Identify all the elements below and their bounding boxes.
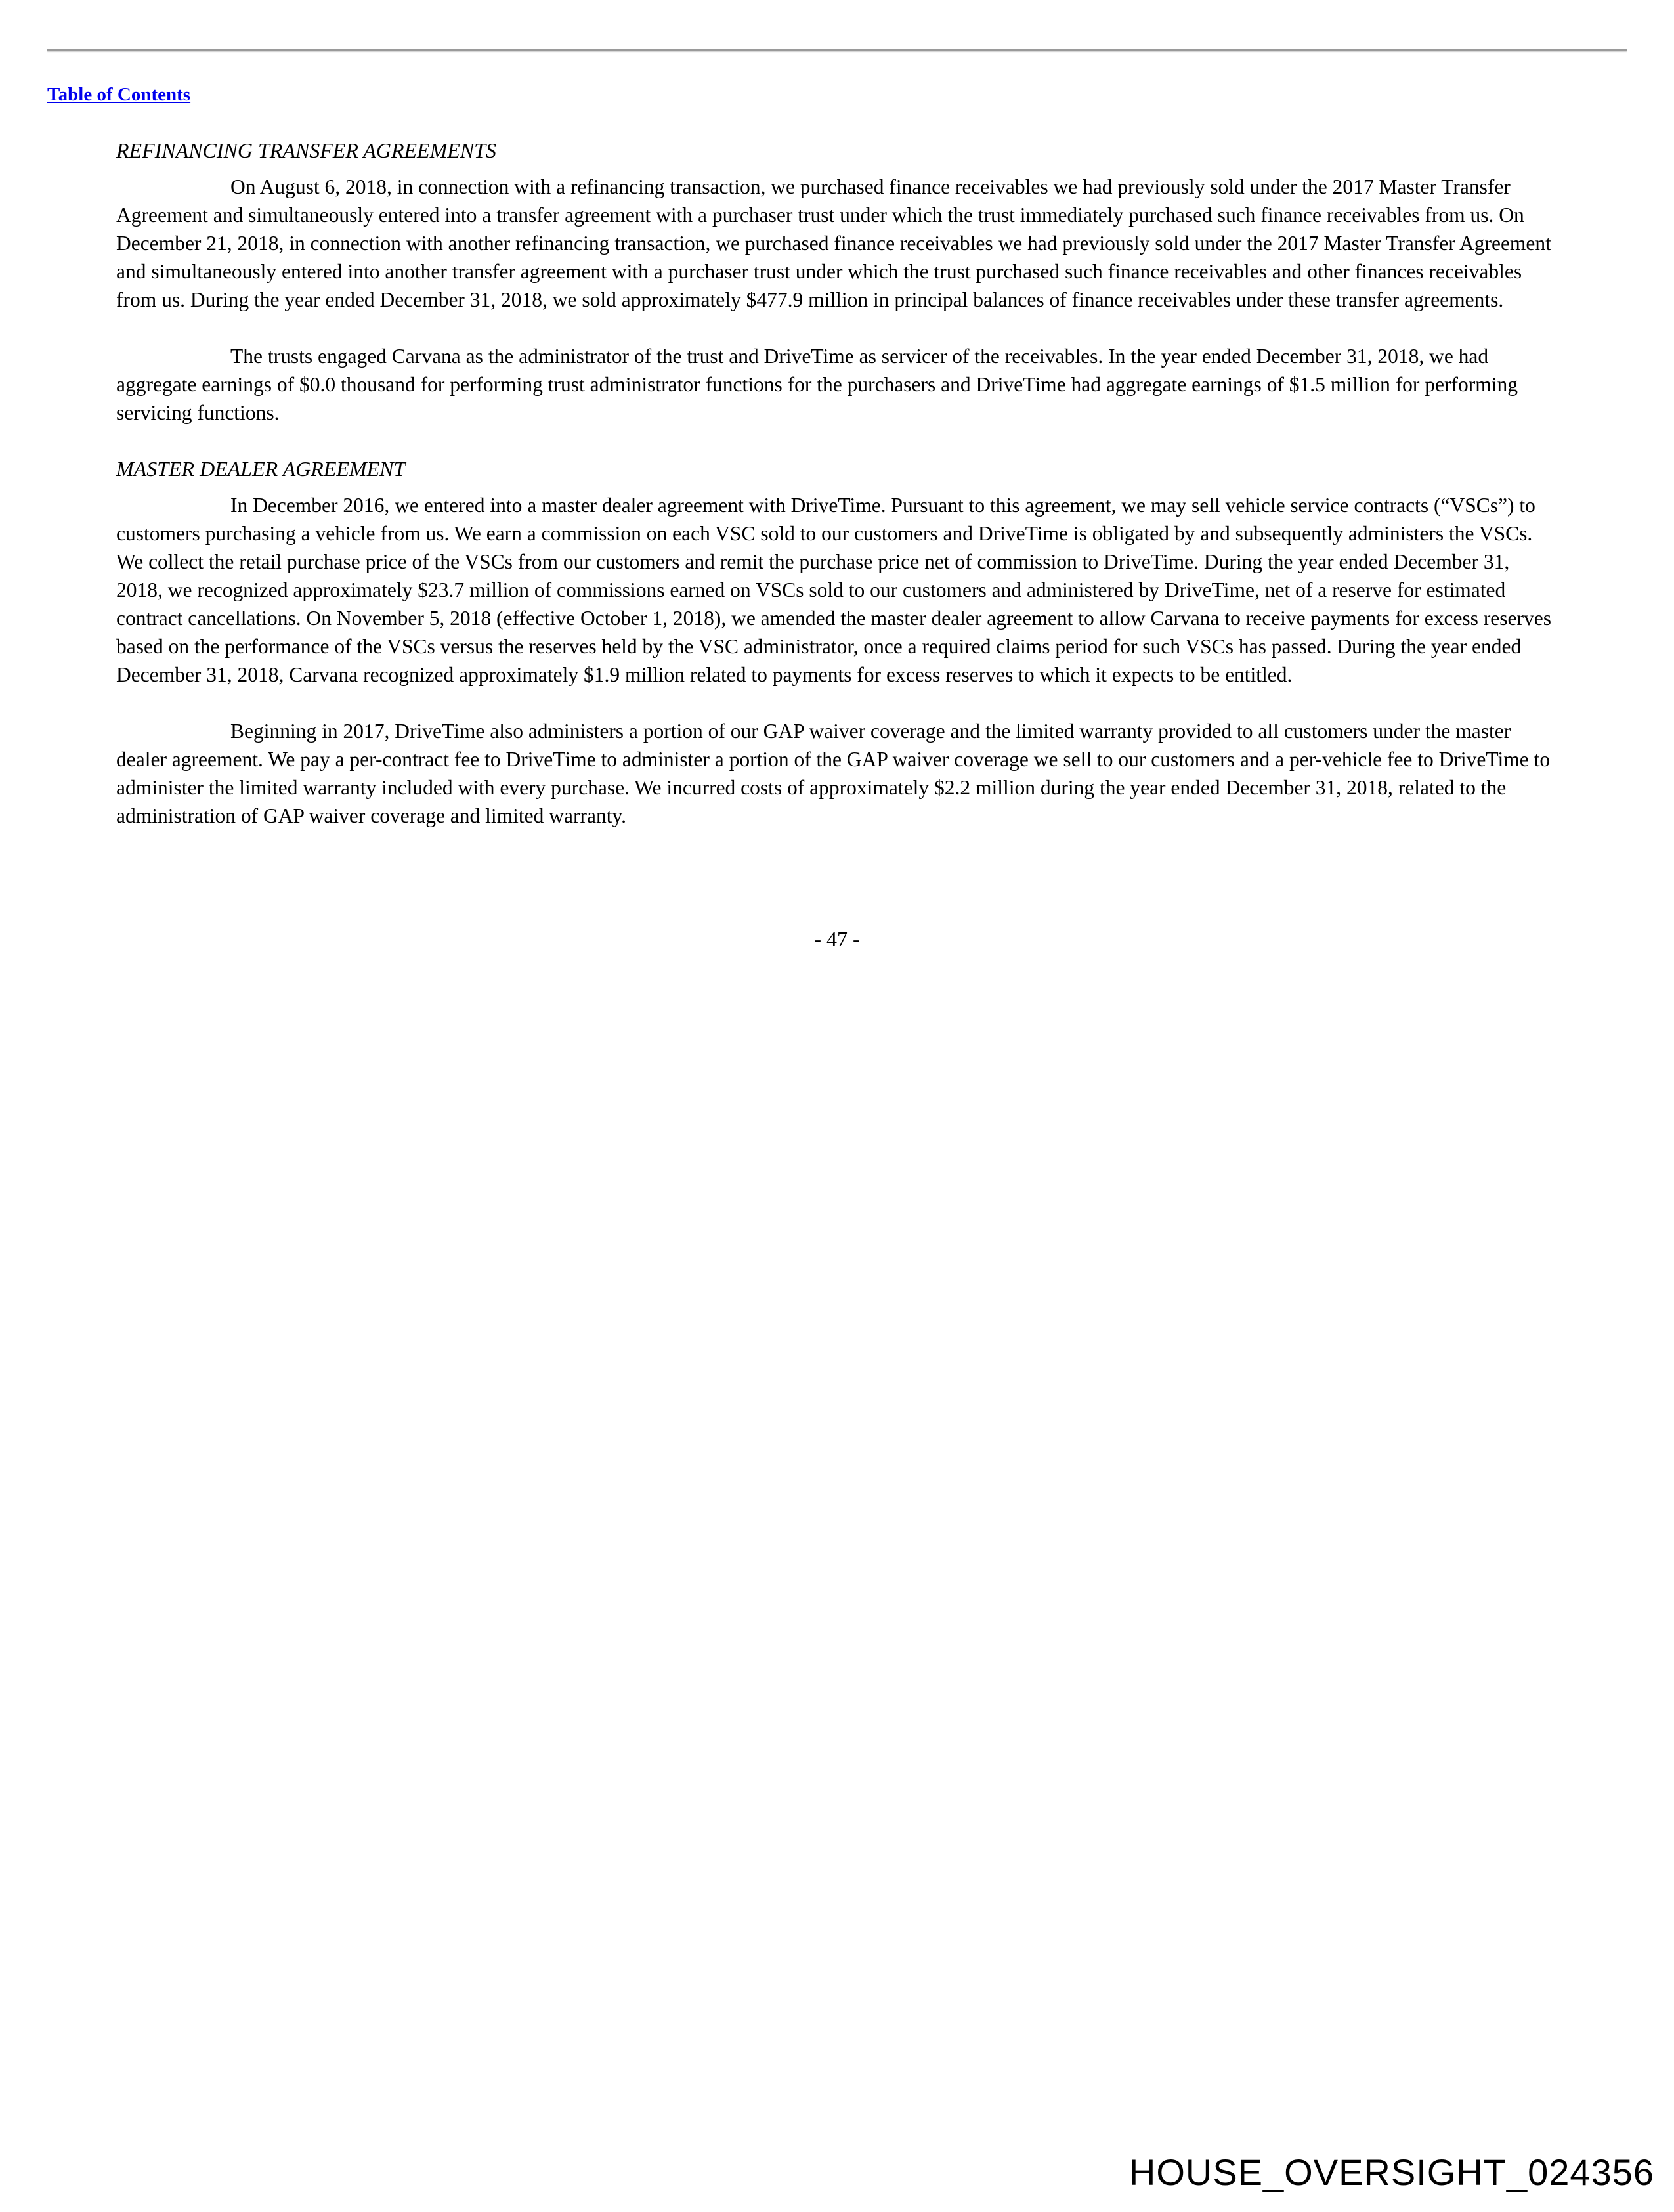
header-divider [47,49,1627,51]
paragraph: The trusts engaged Carvana as the administrator of the trust and DriveTime as servicer of the receivables. In the year ended December 31, 2018, we had aggregate earnings of $0.0 thousand for performing trust administrator functions for the purchasers and DriveTime had aggregate earnings of $1.5 million for performing servicing functions. [116,345,1518,424]
paragraph: In December 2016, we entered into a master dealer agreement with DriveTime. Pursuant to this agreement, we may sell vehicle service contracts (“VSCs”) to customers purchasing a vehicle from us. We earn a commission on each VSC sold to our customers and DriveTime is obligated by and subsequently administers the VSCs. We collect the retail purchase price of the VSCs from our customers and remit the purchase price net of commission to DriveTime. During the year ended December 31, 2018, we recognized approximately $23.7 million of commissions earned on VSCs sold to our customers and administered by DriveTime, net of a reserve for estimated contract cancellations. On November 5, 2018 (effective October 1, 2018), we amended the master dealer agreement to allow Carvana to receive payments for excess reserves based on the performance of the VSCs versus the reserves held by the VSC administrator, once a required claims period for such VSCs has passed. During the year ended December 31, 2018, Carvana recognized approximately $1.9 million related to payments for excess reserves to which it expects to be entitled. [116,494,1552,686]
bates-stamp: HOUSE_OVERSIGHT_024356 [1128,2152,1654,2193]
section-heading: MASTER DEALER AGREEMENT [116,457,406,481]
page-number: - 47 - [814,927,860,951]
document-body [116,137,1560,858]
section-heading: REFINANCING TRANSFER AGREEMENTS [116,139,496,162]
paragraph: On August 6, 2018, in connection with a refinancing transaction, we purchased finance receivables we had previously sold under the 2017 Master Transfer Agreement and simultaneously entered into a transfer agreement with a purchaser trust under which the trust immediately purchased such finance receivables from us. On December 21, 2018, in connection with another refinancing transaction, we purchased finance receivables we had previously sold under the 2017 Master Transfer Agreement and simultaneously entered into another transfer agreement with a purchaser trust under which the trust purchased such finance receivables and other finances receivables from us. During the year ended December 31, 2018, we sold approximately $477.9 million in principal balances of finance receivables under these transfer agreements. [116,175,1551,311]
section-master-dealer-agreement [116,455,1560,830]
section-refinancing-transfer-agreements [116,137,1560,427]
table-of-contents-link[interactable]: Table of Contents [47,84,191,105]
paragraph: Beginning in 2017, DriveTime also administers a portion of our GAP waiver coverage and the limited warranty provided to all customers under the master dealer agreement. We pay a per-contract fee to DriveTime to administer a portion of the GAP waiver coverage we sell to our customers and a per-vehicle fee to DriveTime to administer the limited warranty included with every purchase. We incurred costs of approximately $2.2 million during the year ended December 31, 2018, related to the administration of GAP waiver coverage and limited warranty. [116,720,1551,827]
